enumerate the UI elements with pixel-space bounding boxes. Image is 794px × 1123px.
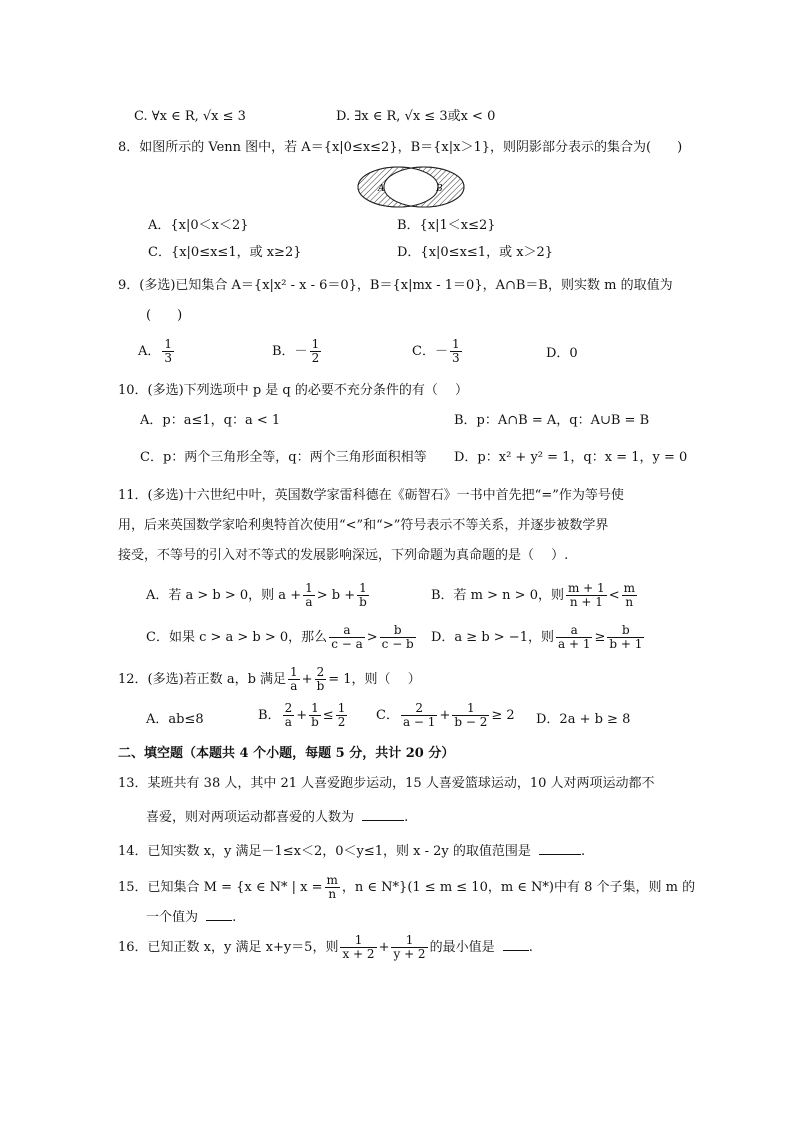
q9-b-fraction: $\frac{1}{2}$ [311,337,320,365]
q8-stem: 8．如图所示的 Venn 图中，若 A＝{x|0≤x≤2}，B＝{x|x＞1}，则阴影部分表示的集合为( ) [118,140,683,155]
q12-stem: 12．(多选)若正数 a，b 满足 $\frac{1}{a}$ + $\frac{2}{b}$ = 1，则（ ） [118,665,421,693]
q14: 14．已知实数 x，y 满足－1≤x＜2，0＜y≤1，则 x - 2y 的取值范围是 . [118,844,586,859]
q12-option-a: A．ab≤8 [146,712,204,727]
venn-label-b: B [436,184,443,194]
venn-label-a: A [378,184,385,194]
q9-option-c: C．－ $\frac{1}{3}$ [412,337,460,365]
q10-option-c: C．p：两个三角形全等，q：两个三角形面积相等 [140,450,427,465]
q11-option-d: D．a ≥ b > −1，则 $\frac{a}{a + 1}$ ≥ $\frac{b}{b + 1}$ [431,623,643,651]
venn-diagram [356,164,466,210]
q13-line-2: 喜爱，则对两项运动都喜爱的人数为 . [146,810,409,825]
q14-answer-blank[interactable] [539,842,581,855]
q11-line-1: 11．(多选)十六世纪中叶，英国数学家雷科德在《砺智石》一书中首先把“=”作为等号使 [118,488,624,503]
q15-answer-blank[interactable] [206,908,232,921]
q10-option-d: D．p：x² + y² = 1，q：x = 1，y = 0 [454,450,688,465]
q9-option-d: D．0 [546,346,578,361]
q11-line-2: 用，后来英国数学家哈利奥特首次使用“<”和“>”符号表示不等关系，并逐步被数学界 [118,518,609,533]
q13-line-1: 13．某班共有 38 人，其中 21 人喜爱跑步运动，15 人喜爱篮球运动，10 人对两项运动都不 [118,776,655,791]
q9-paren: ( ) [146,308,183,323]
q13-answer-blank[interactable] [362,808,404,821]
q10-option-a: A．p：a≤1，q：a < 1 [140,413,281,428]
q9-stem: 9．(多选)已知集合 A＝{x|x² - x - 6＝0}，B＝{x|mx - 1＝0}，A∩B＝B，则实数 m 的取值为 [118,278,673,293]
q12-option-d: D．2a + b ≥ 8 [536,712,631,727]
q9-option-a: A． $\frac{1}{3}$ [138,337,173,365]
q16-answer-blank[interactable] [503,938,529,951]
q9-c-fraction: $\frac{1}{3}$ [451,337,460,365]
q8-option-c: C．{x|0≤x≤1，或 x≥2} [148,245,302,260]
q10-option-b: B．p：A∩B = A，q：A∪B = B [454,413,650,428]
q7-option-d: D. ∃x ∈ R, √x ≤ 3或x < 0 [336,109,496,124]
q11-option-a: A．若 a > b > 0，则 a + $\frac{1}{a}$ > b + $\frac{1}{b}$ [146,581,367,609]
q8-option-b: B．{x|1＜x≤2} [397,218,496,233]
q12-option-c: C． $\frac{2}{a - 1}$ + $\frac{1}{b - 2}$ ≥ 2 [376,701,515,729]
q15-line-1: 15．已知集合 M = {x ∈ N* | x = $\frac{m}{n}$ ，n ∈ N*}(1 ≤ m ≤ 10，m ∈ N*)中有 8 个子集，则 m 的 [118,873,696,901]
q7-option-c: C. ∀x ∈ R, √x ≤ 3 [134,109,246,124]
q8-option-a: A．{x|0＜x＜2} [148,218,249,233]
q12-option-b: B． $\frac{2}{a}$ + $\frac{1}{b}$ ≤ $\frac{1}{2}$ [258,701,346,729]
q8-option-d: D．{x|0≤x≤1，或 x＞2} [397,245,554,260]
q10-stem: 10．(多选)下列选项中 p 是 q 的必要不充分条件的有（ ） [118,383,468,398]
q9-a-fraction: $\frac{1}{3}$ [164,337,173,365]
q11-option-c: C．如果 c > a > b > 0，那么 $\frac{a}{c - a}$ > $\frac{b}{c - b}$ [146,623,414,651]
q9-option-b: B．－ $\frac{1}{2}$ [272,337,320,365]
q11-option-b: B．若 m > n > 0，则 $\frac{m + 1}{n + 1}$ < $\frac{m}{n}$ [431,581,635,609]
q11-line-3: 接受，不等号的引入对不等式的发展影响深远，下列命题为真命题的是（ ）. [118,548,569,563]
q15-line-2: 一个值为 . [146,910,237,925]
section-fill-in-title: 二、填空题（本题共 4 个小题，每题 5 分，共计 20 分） [118,746,455,761]
q16: 16．已知正数 x，y 满足 x+y＝5，则 $\frac{1}{x + 2}$ + $\frac{1}{y + 2}$ 的最小值是 . [118,933,533,961]
